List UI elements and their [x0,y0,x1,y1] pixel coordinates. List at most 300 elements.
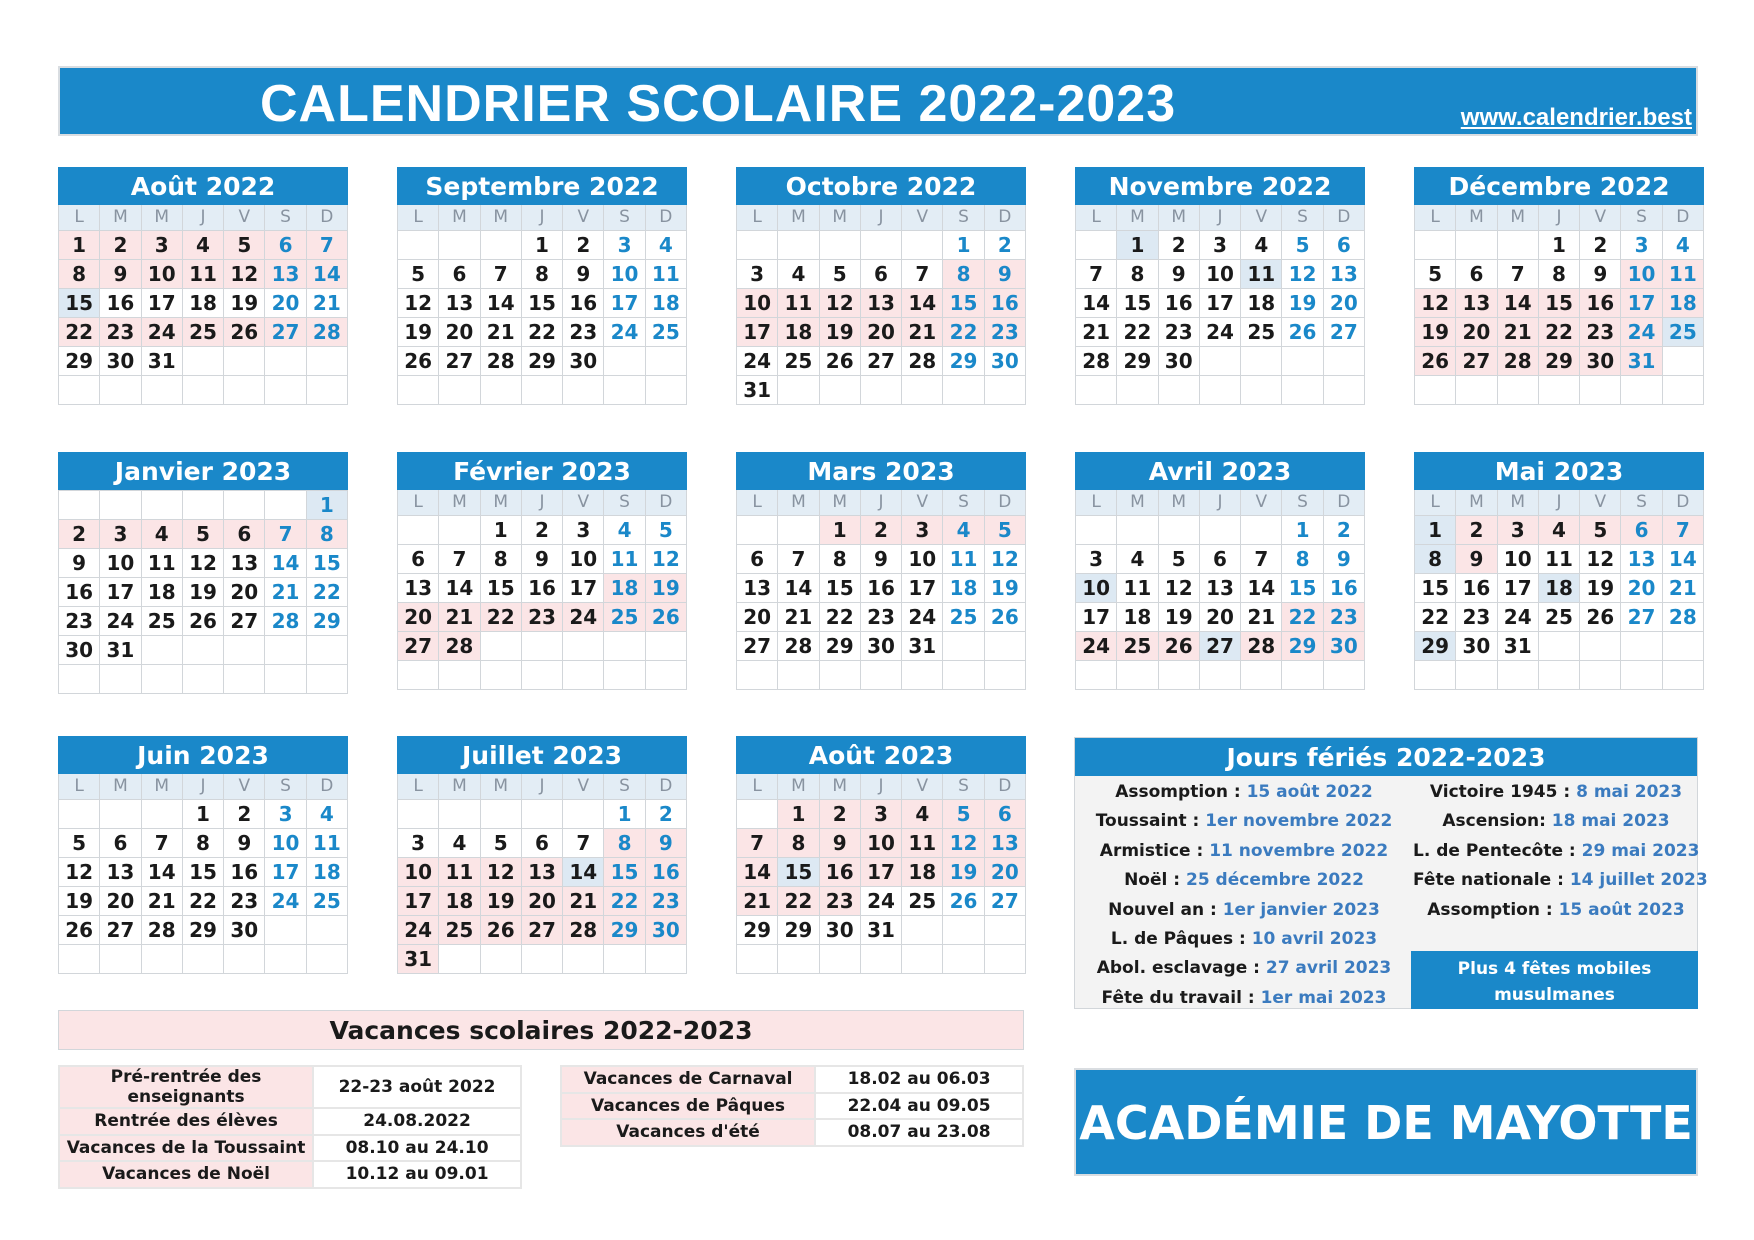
holiday-name: L. de Pâques : [1110,928,1252,949]
day-cell: 15 [778,858,819,887]
day-cell: 29 [1117,347,1158,376]
day-cell: 11 [1241,260,1282,289]
day-cell: 24 [1076,632,1117,661]
day-cell: 1 [481,516,522,545]
day-cell: 18 [646,289,687,318]
day-cell: 17 [604,289,645,318]
holiday-entry [1413,778,1699,807]
day-cell: 4 [778,260,819,289]
day-cell [1663,376,1704,405]
day-cell: 18 [1539,574,1580,603]
vacations-table-right [560,1065,1024,1147]
weekday-header [1414,205,1704,230]
day-cell [820,231,861,260]
day-cell [563,632,604,661]
vacation-dates: 24.08.2022 [313,1108,521,1135]
day-cell: 7 [737,829,778,858]
vacation-dates: 22-23 août 2022 [313,1066,521,1108]
day-cell: 21 [1076,318,1117,347]
day-cell: 13 [100,858,141,887]
weekday-label: L [398,774,439,799]
day-cell: 5 [1159,545,1200,574]
day-cell: 21 [1241,603,1282,632]
day-cell [481,376,522,405]
day-cell: 13 [1324,260,1365,289]
weekday-header [736,490,1026,515]
day-cell: 22 [307,578,348,607]
month-title: Mars 2023 [736,452,1026,490]
day-cell [1241,347,1282,376]
day-cell: 8 [307,520,348,549]
day-cell: 20 [439,318,480,347]
day-cell: 24 [142,318,183,347]
page-title: CALENDRIER SCOLAIRE 2022-2023 [260,75,1177,133]
day-cell [778,231,819,260]
day-cell: 1 [1282,516,1323,545]
month-4 [1414,167,1704,405]
day-cell: 16 [1324,574,1365,603]
day-cell: 15 [59,289,100,318]
day-cell [1498,661,1539,690]
day-cell: 15 [307,549,348,578]
day-cell: 7 [307,231,348,260]
month-9 [1414,452,1704,690]
day-cell [439,661,480,690]
day-cell: 2 [820,800,861,829]
vacation-row [59,1108,521,1135]
month-11 [397,736,687,974]
weekday-label: S [1621,490,1662,515]
day-cell: 13 [737,574,778,603]
day-cell: 25 [439,916,480,945]
day-cell: 6 [1456,260,1497,289]
day-cell: 24 [902,603,943,632]
day-cell [522,945,563,974]
day-cell: 19 [820,318,861,347]
day-cell: 4 [1241,231,1282,260]
day-cell [142,376,183,405]
day-cell: 31 [737,376,778,405]
day-cell: 2 [861,516,902,545]
day-cell: 14 [737,858,778,887]
holiday-date: 1er mai 2023 [1260,987,1387,1008]
day-cell: 3 [1621,231,1662,260]
day-cell: 17 [1498,574,1539,603]
weekday-label: J [861,774,902,799]
day-cell: 23 [563,318,604,347]
day-cell: 12 [1415,289,1456,318]
day-cell: 4 [142,520,183,549]
day-cell [1621,376,1662,405]
day-cell: 9 [59,549,100,578]
day-cell: 26 [820,347,861,376]
day-cell: 31 [398,945,439,974]
holiday-entry [1075,984,1413,1013]
day-cell: 13 [861,289,902,318]
day-cell: 7 [778,545,819,574]
day-cell [1076,516,1117,545]
day-cell: 22 [59,318,100,347]
day-cell: 10 [737,289,778,318]
day-cell [943,661,984,690]
holiday-entry [1075,807,1413,836]
day-cell: 31 [142,347,183,376]
day-cell: 5 [481,829,522,858]
holiday-date: 27 avril 2023 [1265,958,1392,979]
day-cell: 13 [1621,545,1662,574]
holiday-date: 14 juillet 2023 [1569,870,1708,891]
weekday-label: S [943,490,984,515]
day-cell: 3 [1200,231,1241,260]
day-cell [398,516,439,545]
day-cell: 28 [1663,603,1704,632]
holiday-date: 10 avril 2023 [1251,928,1378,949]
day-cell: 10 [563,545,604,574]
day-grid [58,490,348,694]
weekday-label: M [1498,205,1539,230]
day-cell [902,376,943,405]
weekday-label: M [1498,490,1539,515]
weekday-label: M [778,205,819,230]
day-cell [737,516,778,545]
day-cell: 10 [1200,260,1241,289]
day-cell [439,800,480,829]
day-cell: 10 [265,829,306,858]
weekday-header [1075,205,1365,230]
day-cell: 4 [902,800,943,829]
day-cell [398,800,439,829]
day-cell [1539,661,1580,690]
day-cell: 24 [1200,318,1241,347]
weekday-label: S [943,205,984,230]
day-cell: 24 [100,607,141,636]
weekday-label: J [861,205,902,230]
day-cell: 8 [183,829,224,858]
holiday-name: Fête du travail : [1101,987,1261,1008]
day-cell [1117,661,1158,690]
day-cell [307,347,348,376]
day-cell: 7 [1663,516,1704,545]
day-cell [307,665,348,694]
weekday-header [1414,490,1704,515]
day-cell: 2 [1456,516,1497,545]
day-cell [1324,347,1365,376]
day-cell: 24 [604,318,645,347]
vacation-dates: 08.10 au 24.10 [313,1135,521,1162]
day-cell: 5 [224,231,265,260]
day-cell: 22 [1415,603,1456,632]
day-cell [439,516,480,545]
day-cell: 14 [778,574,819,603]
vacation-row [561,1119,1023,1146]
holiday-date: 15 août 2022 [1246,782,1373,802]
day-cell: 13 [265,260,306,289]
day-cell: 24 [1621,318,1662,347]
day-cell: 31 [1498,632,1539,661]
weekday-label: M [820,205,861,230]
day-cell: 5 [820,260,861,289]
day-cell [100,376,141,405]
day-cell [1282,347,1323,376]
weekday-label: L [398,205,439,230]
day-cell: 10 [1621,260,1662,289]
day-cell: 14 [307,260,348,289]
day-cell [183,491,224,520]
day-cell [265,347,306,376]
day-cell: 26 [1580,603,1621,632]
month-title: Janvier 2023 [58,452,348,490]
day-cell [183,376,224,405]
day-cell [100,491,141,520]
day-cell: 25 [902,887,943,916]
day-cell: 20 [737,603,778,632]
day-cell: 1 [820,516,861,545]
day-cell: 8 [1282,545,1323,574]
day-cell: 13 [522,858,563,887]
weekday-label: S [1282,205,1323,230]
weekday-label: J [1200,490,1241,515]
vacation-label: Rentrée des élèves [59,1108,313,1135]
day-cell: 21 [1663,574,1704,603]
day-cell: 15 [943,289,984,318]
day-cell [1241,516,1282,545]
weekday-label: L [737,205,778,230]
day-cell [265,945,306,974]
day-cell: 23 [1324,603,1365,632]
weekday-label: M [1117,490,1158,515]
holiday-name: Fête nationale : [1413,870,1570,891]
month-8 [1075,452,1365,690]
day-cell: 22 [481,603,522,632]
weekday-label: V [902,490,943,515]
day-cell [481,231,522,260]
holiday-name: Toussaint : [1095,811,1206,832]
weekday-label: S [604,205,645,230]
day-cell: 13 [224,549,265,578]
day-cell [985,376,1026,405]
day-cell: 5 [646,516,687,545]
day-cell: 18 [943,574,984,603]
day-cell [1498,376,1539,405]
day-cell: 3 [398,829,439,858]
vacation-label: Vacances de Carnaval [561,1066,815,1093]
day-cell [1241,376,1282,405]
day-cell: 11 [1117,574,1158,603]
month-0 [58,167,348,405]
day-cell: 2 [1580,231,1621,260]
day-cell [224,347,265,376]
weekday-label: J [183,774,224,799]
day-cell: 12 [820,289,861,318]
month-title: Décembre 2022 [1414,167,1704,205]
day-cell: 30 [861,632,902,661]
day-cell: 2 [1159,231,1200,260]
weekday-label: M [1159,490,1200,515]
day-cell: 12 [1580,545,1621,574]
day-cell: 4 [1663,231,1704,260]
day-cell: 5 [943,800,984,829]
month-title: Septembre 2022 [397,167,687,205]
weekday-header [736,205,1026,230]
weekday-label: M [778,490,819,515]
day-cell: 17 [861,858,902,887]
day-cell [1200,661,1241,690]
day-cell: 18 [142,578,183,607]
day-cell: 27 [1324,318,1365,347]
day-cell: 31 [100,636,141,665]
day-cell: 5 [1580,516,1621,545]
day-cell: 25 [604,603,645,632]
day-cell: 9 [522,545,563,574]
day-cell: 29 [59,347,100,376]
holiday-entry [1413,837,1699,866]
day-cell: 29 [1282,632,1323,661]
day-cell: 30 [1456,632,1497,661]
day-cell: 15 [1539,289,1580,318]
weekday-label: V [563,205,604,230]
day-cell: 30 [1580,347,1621,376]
weekday-label: J [1539,490,1580,515]
weekday-header [397,205,687,230]
day-cell [307,945,348,974]
day-cell: 19 [985,574,1026,603]
day-cell: 15 [1282,574,1323,603]
weekday-label: M [820,490,861,515]
day-cell: 28 [778,632,819,661]
weekday-label: M [142,774,183,799]
weekday-label: M [1159,205,1200,230]
vacation-label: Vacances d'été [561,1119,815,1146]
day-cell: 26 [1415,347,1456,376]
month-5 [58,452,348,694]
holiday-entry [1413,866,1708,895]
day-cell: 19 [943,858,984,887]
day-cell: 19 [1282,289,1323,318]
holiday-entry [1075,896,1413,925]
weekday-label: D [646,205,687,230]
vacation-label: Pré-rentrée des enseignants [59,1066,313,1108]
day-cell: 29 [522,347,563,376]
vacation-dates: 22.04 au 09.05 [815,1093,1023,1120]
day-cell: 14 [1498,289,1539,318]
day-cell: 1 [778,800,819,829]
day-cell [1580,632,1621,661]
website-link[interactable]: www.calendrier.best [1460,104,1692,131]
day-cell: 19 [224,289,265,318]
day-cell: 19 [398,318,439,347]
vacation-label: Vacances de la Toussaint [59,1135,313,1162]
day-cell: 1 [522,231,563,260]
day-cell: 20 [985,858,1026,887]
day-cell [604,347,645,376]
holiday-name: Ascension: [1442,811,1552,832]
day-cell: 9 [985,260,1026,289]
vacation-dates: 18.02 au 06.03 [815,1066,1023,1093]
day-cell: 29 [1539,347,1580,376]
day-cell [100,945,141,974]
day-cell [59,945,100,974]
day-cell [1200,347,1241,376]
day-cell: 22 [604,887,645,916]
day-cell: 25 [183,318,224,347]
day-cell: 25 [943,603,984,632]
day-cell [100,665,141,694]
day-cell [59,376,100,405]
day-grid [58,230,348,405]
weekday-label: J [1539,205,1580,230]
day-cell [439,231,480,260]
day-cell: 9 [861,545,902,574]
day-cell: 11 [778,289,819,318]
day-cell: 6 [439,260,480,289]
day-cell: 11 [902,829,943,858]
day-cell: 9 [563,260,604,289]
day-cell: 11 [183,260,224,289]
holiday-name: Nouvel an : [1108,899,1223,920]
day-cell [224,376,265,405]
day-cell: 8 [59,260,100,289]
weekday-label: M [778,774,819,799]
weekday-label: D [307,774,348,799]
weekday-label: M [439,205,480,230]
day-cell [1117,376,1158,405]
day-cell [398,231,439,260]
day-cell: 3 [1076,545,1117,574]
day-cell [646,632,687,661]
day-cell: 6 [985,800,1026,829]
day-cell: 17 [563,574,604,603]
month-6 [397,452,687,690]
day-cell: 20 [100,887,141,916]
day-cell: 16 [861,574,902,603]
weekday-label: D [1663,490,1704,515]
day-cell: 2 [59,520,100,549]
day-cell: 17 [1200,289,1241,318]
day-cell: 1 [1539,231,1580,260]
day-cell: 19 [183,578,224,607]
day-cell: 14 [902,289,943,318]
day-cell: 7 [481,260,522,289]
day-cell: 12 [985,545,1026,574]
month-title: Octobre 2022 [736,167,1026,205]
day-grid [1075,515,1365,690]
day-cell [1663,632,1704,661]
day-cell: 12 [1159,574,1200,603]
weekday-label: V [563,490,604,515]
day-cell [985,632,1026,661]
day-cell [820,661,861,690]
weekday-label: D [985,774,1026,799]
day-cell: 25 [1117,632,1158,661]
weekday-label: J [522,774,563,799]
day-cell: 14 [563,858,604,887]
day-cell: 12 [1282,260,1323,289]
day-cell: 6 [265,231,306,260]
day-cell: 4 [183,231,224,260]
day-grid [736,515,1026,690]
day-cell [902,231,943,260]
month-title: Août 2022 [58,167,348,205]
day-grid [397,230,687,405]
holiday-name: Armistice : [1099,840,1210,861]
weekday-header [1075,490,1365,515]
day-cell: 9 [224,829,265,858]
day-cell [142,491,183,520]
day-grid [1414,230,1704,405]
day-cell [646,661,687,690]
day-cell: 27 [1456,347,1497,376]
weekday-label: D [985,205,1026,230]
